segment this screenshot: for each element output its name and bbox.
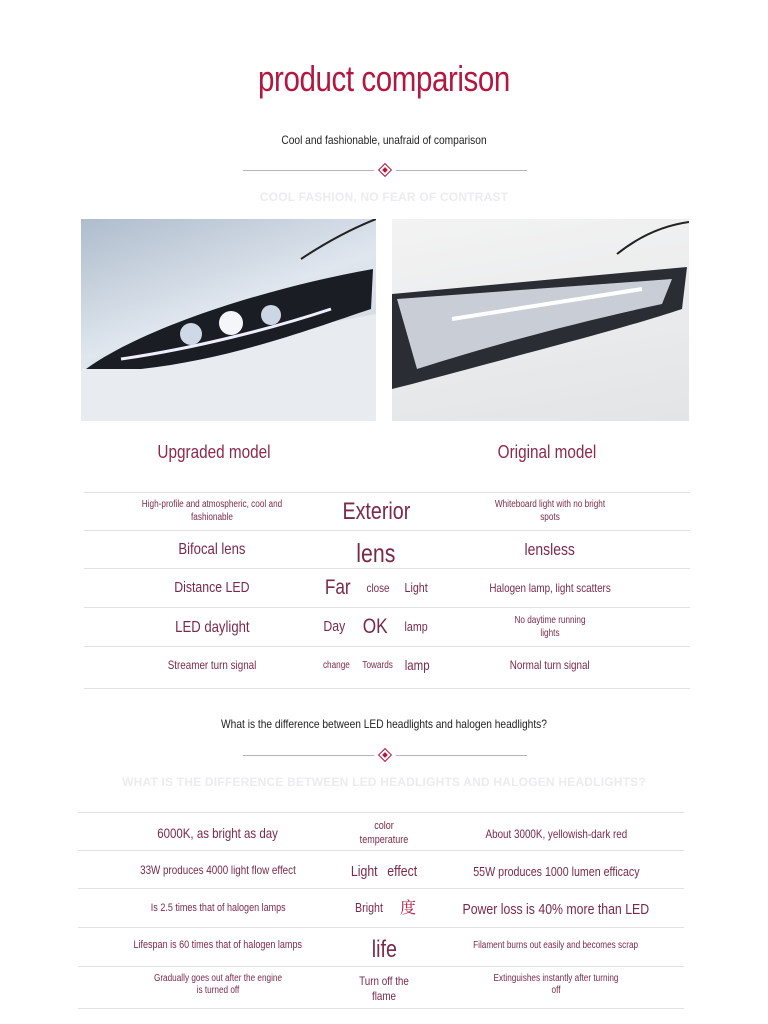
table-row [84, 647, 690, 688]
divider-left [243, 755, 374, 756]
center-word: Towards [361, 659, 393, 671]
right-cell: Power loss is 40% more than LED [462, 900, 650, 918]
original-headlight-image [392, 219, 689, 421]
table-rule [78, 1008, 684, 1009]
ghost-question: WHAT IS THE DIFFERENCE BETWEEN LED HEADLIGHTS AND HALOGEN HEADLIGHTS? [122, 775, 646, 789]
subtitle: Cool and fashionable, unafraid of comparison [281, 133, 487, 147]
center-cell: Exterior [342, 497, 410, 525]
center-word: OK [362, 615, 388, 639]
left-cell: LED daylight [174, 618, 250, 636]
left-cell: 33W produces 4000 light flow effect [140, 862, 296, 877]
table-row [84, 493, 690, 530]
right-cell: About 3000K, yellowish-dark red [485, 826, 627, 841]
center-word: 度 [399, 899, 416, 917]
right-cell: Normal turn signal [510, 657, 590, 672]
diamond-icon [378, 748, 392, 762]
center-word: Day [323, 618, 346, 636]
center-word: effect [387, 862, 418, 880]
upgraded-model-label: Upgraded model [157, 442, 271, 462]
left-cell: High-profile and atmospheric, cool and fashionable [141, 499, 283, 523]
table-row [78, 928, 684, 967]
table-rule [84, 688, 690, 689]
center-word: Far [324, 575, 351, 599]
right-cell: Whiteboard light with no bright spots [494, 499, 606, 523]
right-cell: Halogen lamp, light scatters [489, 580, 611, 595]
center-word: lamp [404, 619, 429, 635]
upgraded-headlight-image [81, 219, 376, 421]
original-model-label: Original model [497, 442, 597, 462]
divider-right [396, 755, 527, 756]
table-row [78, 851, 684, 889]
center-word: Light [350, 862, 378, 880]
center-cell: color temperature [359, 820, 409, 846]
divider-right [396, 170, 527, 171]
right-cell: Extinguishes instantly after turning off [493, 972, 619, 996]
right-cell: 55W produces 1000 lumen efficacy [472, 863, 640, 879]
table-row [84, 531, 690, 569]
left-cell: Is 2.5 times that of halogen lamps [150, 901, 286, 914]
table-row [78, 967, 684, 1008]
right-cell: Filament burns out easily and becomes scrap [473, 939, 639, 951]
center-cell: lens [356, 537, 396, 568]
section-question: What is the difference between LED headlights and halogen headlights? [221, 717, 547, 731]
right-cell: No daytime running lights [514, 615, 586, 639]
ghost-subtitle: COOL FASHION, NO FEAR OF CONTRAST [259, 190, 509, 204]
table-row [84, 608, 690, 647]
table-row [78, 889, 684, 928]
right-cell: lensless [524, 540, 576, 560]
center-word: lamp [404, 657, 430, 674]
center-word: close [366, 580, 390, 595]
center-cell: Turn off the flame [359, 974, 409, 1003]
left-cell: Bifocal lens [178, 541, 246, 558]
table-row [78, 813, 684, 850]
divider-left [243, 170, 374, 171]
page-title: product comparison [258, 58, 510, 99]
center-word: Light [404, 579, 428, 595]
left-cell: Gradually goes out after the engine is turned off [153, 972, 283, 996]
center-word: Bright [355, 900, 383, 916]
diamond-icon [378, 163, 392, 177]
center-word: change [322, 659, 350, 671]
left-cell: Streamer turn signal [167, 657, 257, 672]
left-cell: Distance LED [174, 578, 250, 596]
center-cell: life [371, 936, 397, 963]
left-cell: Lifespan is 60 times that of halogen lamps [133, 939, 303, 952]
left-cell: 6000K, as bright as day [157, 825, 279, 842]
table-row [84, 569, 690, 607]
